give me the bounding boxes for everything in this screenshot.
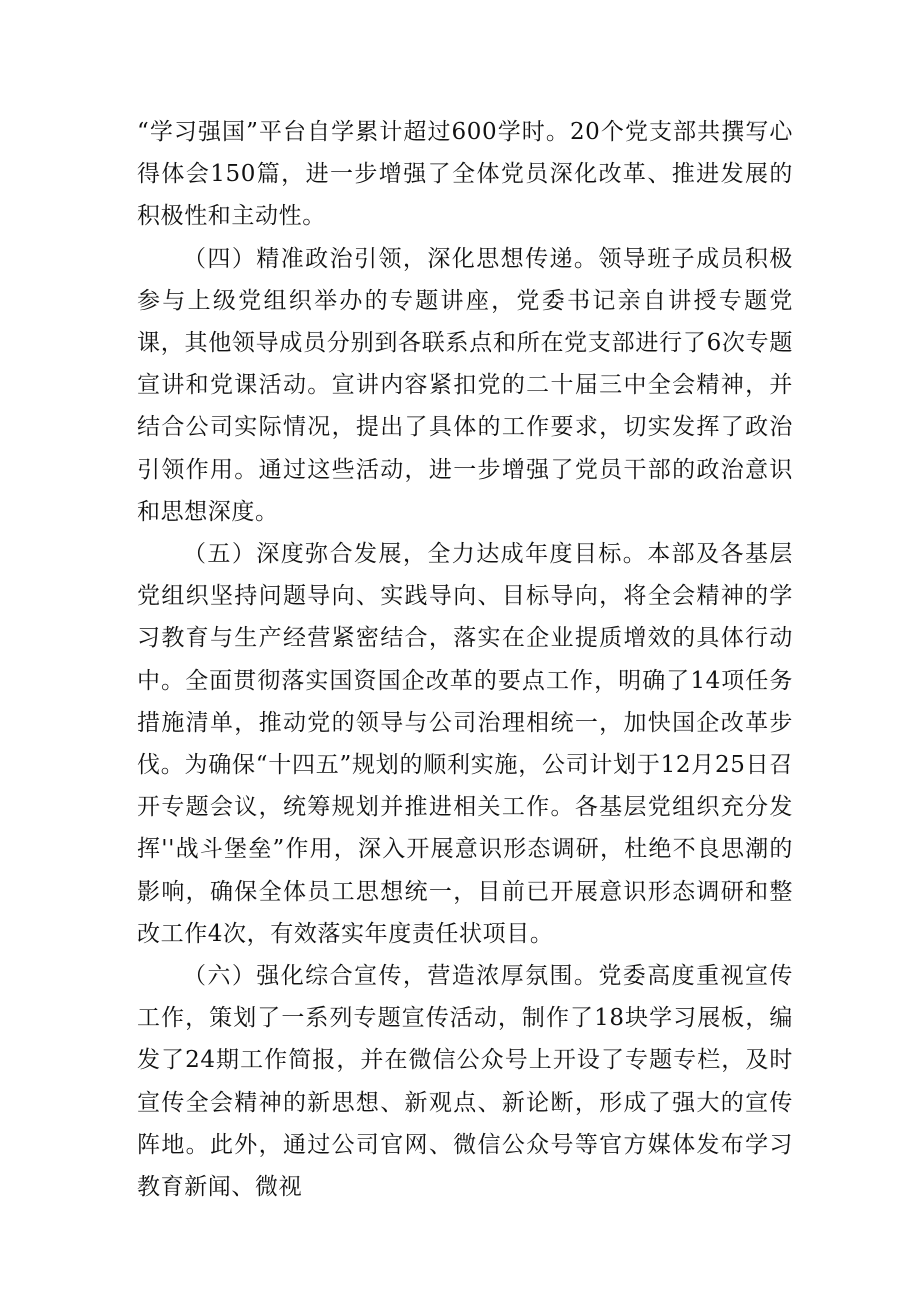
paragraph-section-four: （四）精准政治引领，深化思想传递。领导班子成员积极参与上级党组织举办的专题讲座，党委书记亲自讲授专题党课，其他领导成员分别到各联系点和所在党支部进行了6次专题宣讲和党课活动。宣讲内容紧扣党的二十届三中全会精神，并结合公司实际情况，提出了具体的工作要求，切实发挥了政治引领作用。通过这些活动，进一步增强了党员干部的政治意识和思想深度。 [137, 245, 793, 525]
paragraph-continuation: “学习强国”平台自学累计超过600学时。20个党支部共撰写心得体会150篇，进一步增强了全体党员深化改革、推进发展的积极性和主动性。 [137, 119, 793, 230]
document-body [137, 111, 793, 1208]
paragraph-section-six: （六）强化综合宣传，营造浓厚氛围。党委高度重视宣传工作，策划了一系列专题宣传活动，制作了18块学习展板，编发了24期工作简报，并在微信公众号上开设了专题专栏，及时宣传全会精神的新思想、新观点、新论断，形成了强大的宣传阵地。此外，通过公司官网、微信公众号等官方媒体发布学习教育新闻、微视 [137, 963, 793, 1201]
paragraph-section-five: （五）深度弥合发展，全力达成年度目标。本部及各基层党组织坚持问题导向、实践导向、目标导向，将全会精神的学习教育与生产经营紧密结合，落实在企业提质增效的具体行动中。全面贯彻落实国资国企改革的要点工作，明确了14项任务措施清单，推动党的领导与公司治理相统一，加快国企改革步伐。为确保“十四五”规划的顺利实施，公司计划于12月25日召开专题会议，统筹规划并推进相关工作。各基层党组织充分发挥''战斗堡垒”作用，深入开展意识形态调研，杜绝不良思潮的影响，确保全体员工思想统一，目前已开展意识形态调研和整改工作4次，有效落实年度责任状项目。 [137, 541, 793, 947]
